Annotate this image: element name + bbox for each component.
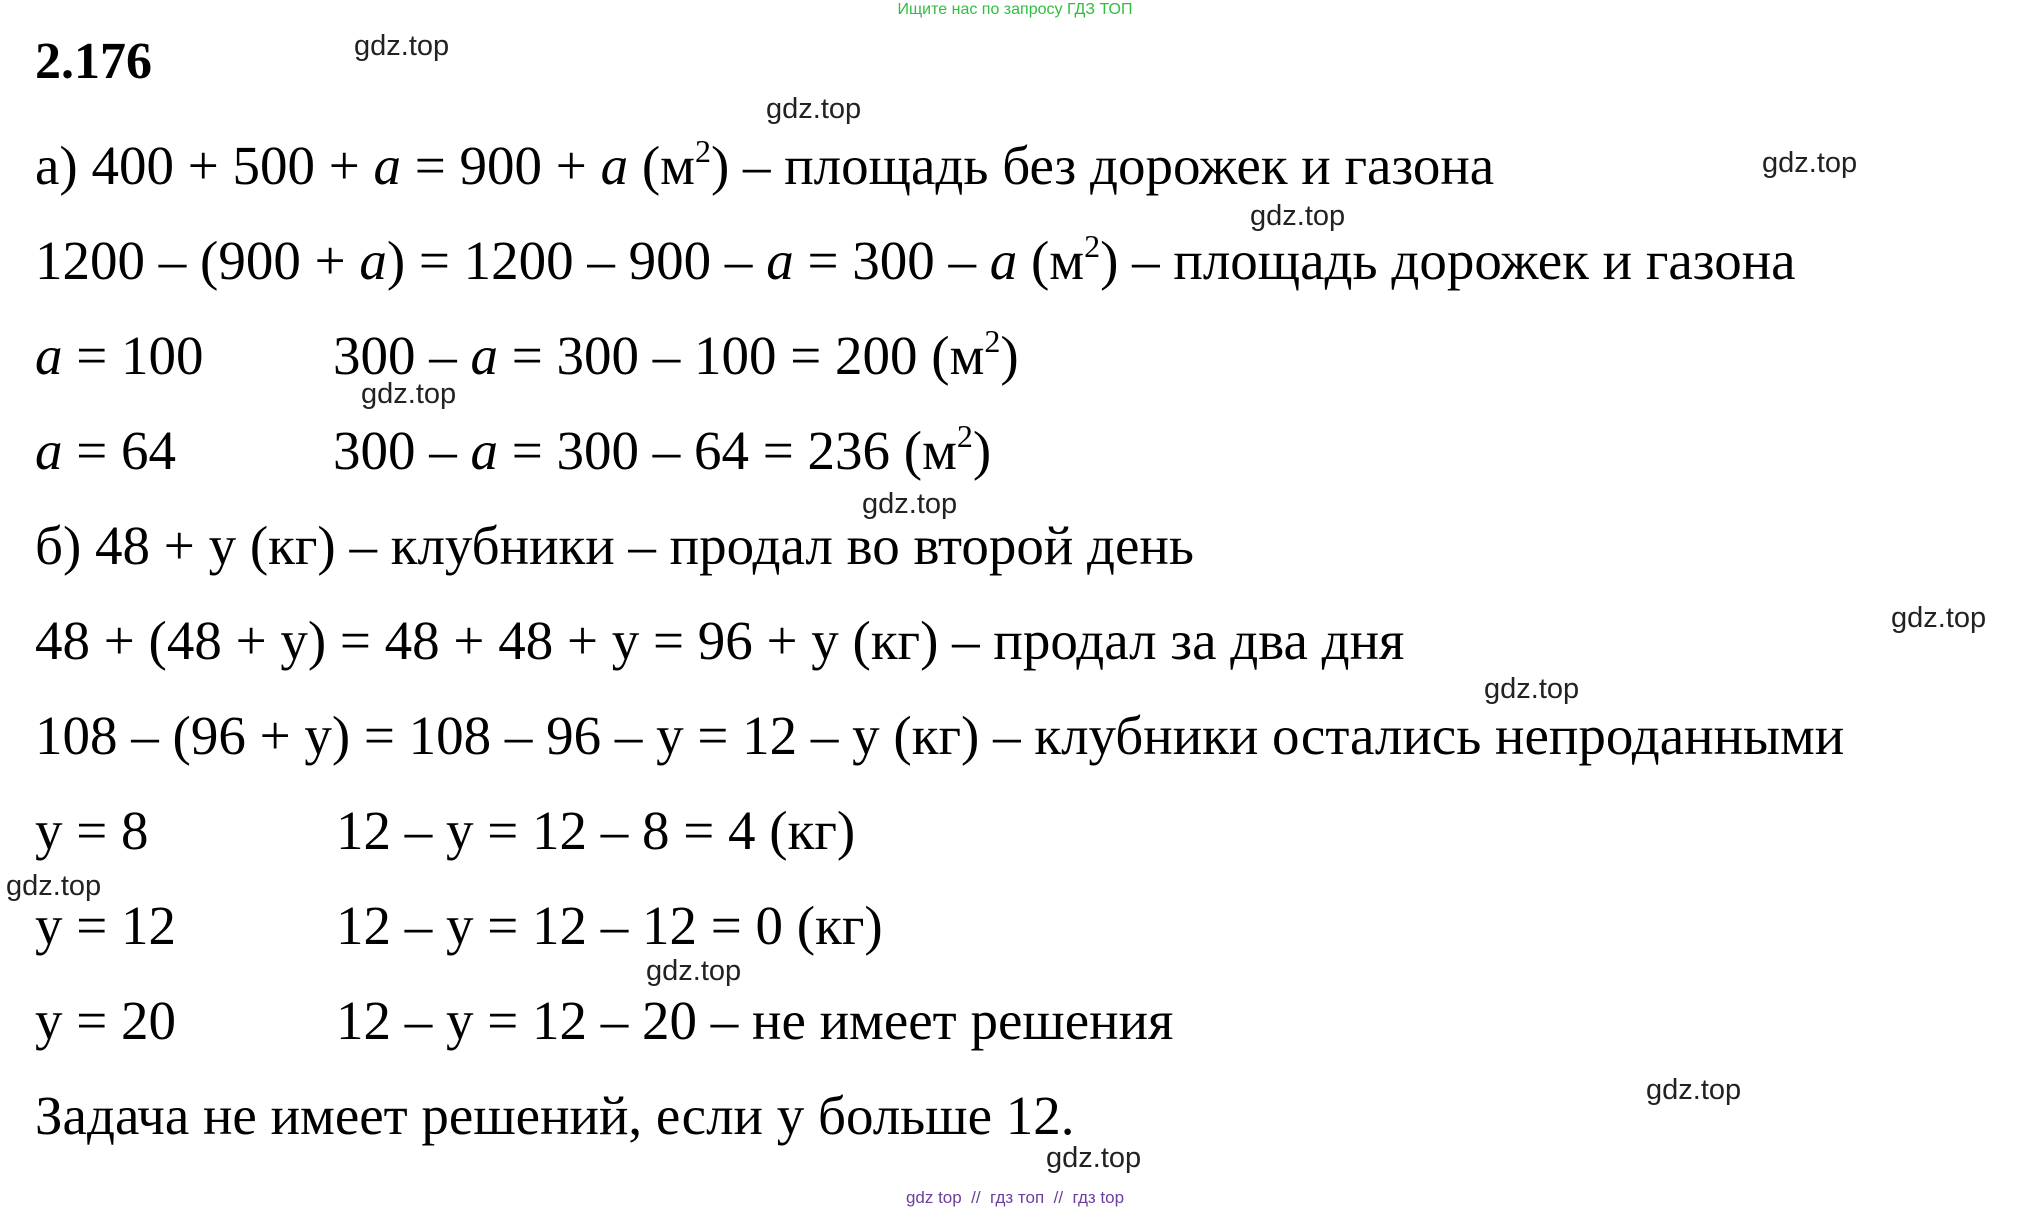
watermark: gdz.top xyxy=(862,488,958,520)
part-a-line-4-left: a = 64 xyxy=(35,420,177,481)
part-b-line-4-left: у = 8 xyxy=(35,800,149,861)
part-b-line-6-left: у = 20 xyxy=(35,990,177,1051)
watermark: gdz.top xyxy=(1646,1074,1742,1106)
part-b-line-2: 48 + (48 + у) = 48 + 48 + у = 96 + у (кг) – продал за два дня xyxy=(35,610,1405,671)
watermark: gdz.top xyxy=(1762,147,1858,179)
watermark: gdz.top xyxy=(646,955,742,987)
part-b-line-5-right: 12 – у = 12 – 12 = 0 (кг) xyxy=(336,895,883,956)
watermark: gdz.top xyxy=(1250,200,1346,232)
watermark: gdz.top xyxy=(361,378,457,410)
part-b-line-3: 108 – (96 + у) = 108 – 96 – у = 12 – у (кг) – клубники остались непроданными xyxy=(35,705,1845,766)
watermark: gdz.top xyxy=(1891,602,1987,634)
task-number: 2.176 xyxy=(35,33,152,90)
watermark: gdz.top xyxy=(1046,1142,1142,1174)
watermark: gdz.top xyxy=(6,870,102,902)
part-b-line-6-right: 12 – у = 12 – 20 – не имеет решения xyxy=(336,990,1174,1051)
part-a-line-2: 1200 – (900 + a) = 1200 – 900 – a = 300 – a $(м^2)$ – площадь дорожек и газона xyxy=(35,228,1796,291)
part-a-line-4-right: 300 – a = 300 – 64 = 236 $(м^2)$ xyxy=(333,418,992,481)
watermark: gdz.top xyxy=(766,93,862,125)
part-b-line-5-left: у = 12 xyxy=(35,895,177,956)
top-banner: Ищите нас по запросу ГДЗ ТОП xyxy=(897,1,1133,18)
watermark: gdz.top xyxy=(1484,673,1580,705)
part-b-line-4-right: 12 – у = 12 – 8 = 4 (кг) xyxy=(336,800,856,861)
part-a-line-3-right: 300 – a = 300 – 100 = 200 $(м^2)$ xyxy=(333,323,1019,386)
footer: gdz top // гдз топ // гдз top xyxy=(905,1188,1125,1207)
part-b-line-1: б) 48 + у (кг) – клубники – продал во второй день xyxy=(35,515,1194,576)
watermark: gdz.top xyxy=(354,30,450,62)
conclusion: Задача не имеет решений, если у больше 12. xyxy=(35,1085,1075,1146)
part-a-line-3-left: a = 100 xyxy=(35,325,204,386)
part-a-line-1: а) 400 + 500 + a = 900 + a $(м^2)$ – площадь без дорожек и газона xyxy=(35,133,1495,196)
